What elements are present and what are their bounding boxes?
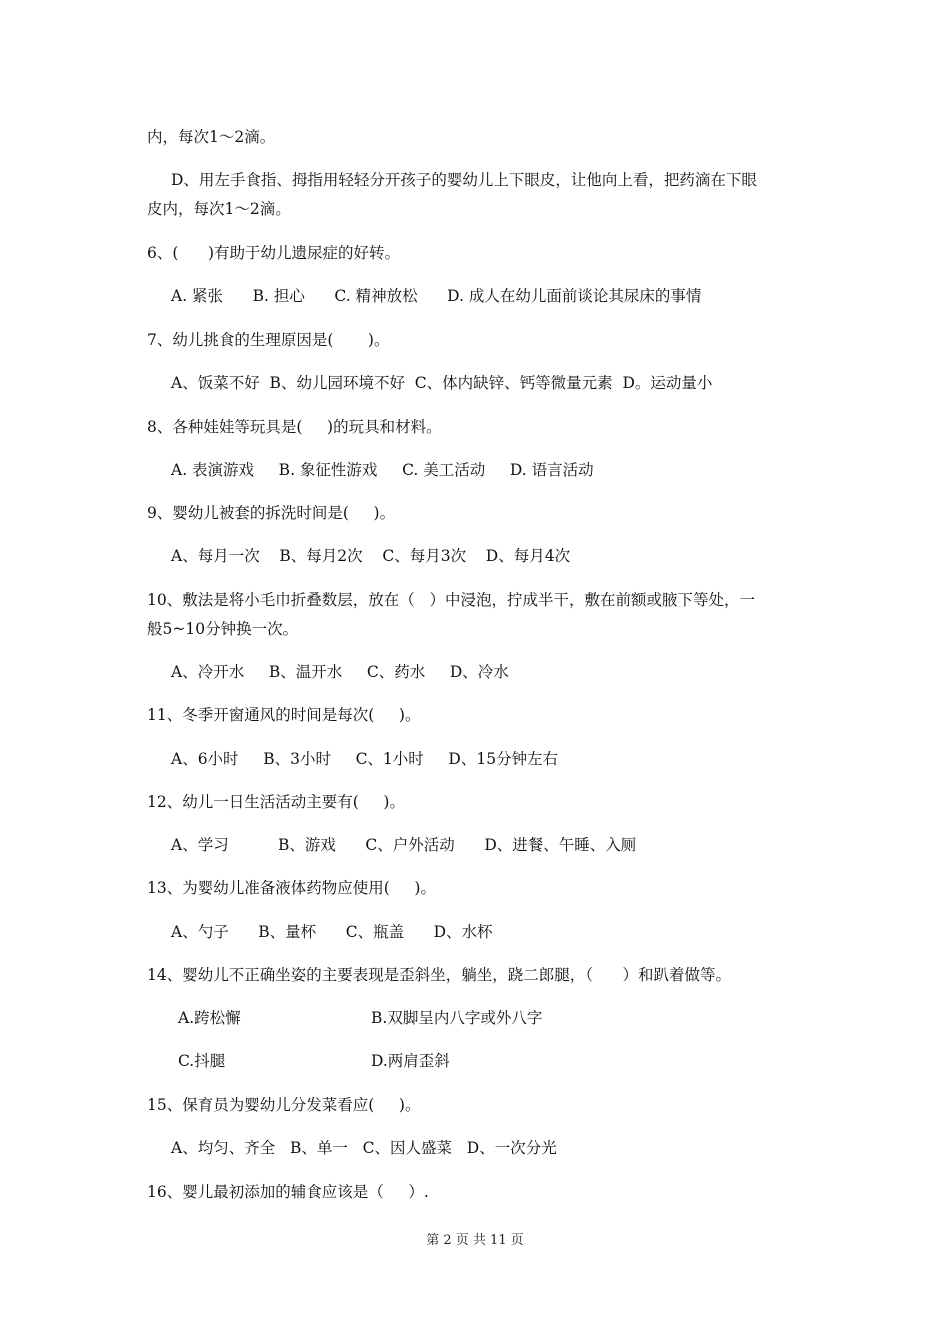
text-line: 内，每次1～2滴。 [147,128,276,146]
question-6: 6、( )有助于幼儿遗尿症的好转。 [147,244,401,262]
question-9: 9、婴幼儿被套的拆洗时间是( )。 [147,504,396,522]
question-16: 16、婴儿最初添加的辅食应该是（ ）. [147,1183,429,1201]
options-9: A、每月一次 B、每月2次 C、每月3次 D、每月4次 [171,547,571,565]
options-13: A、勺子 B、量杯 C、瓶盖 D、水杯 [171,923,493,941]
options-12: A、学习 B、游戏 C、户外活动 D、进餐、午睡、入厕 [171,836,637,854]
question-12: 12、幼儿一日生活活动主要有( )。 [147,793,405,811]
options-11: A、6小时 B、3小时 C、1小时 D、15分钟左右 [171,750,559,768]
text-line: 皮内，每次1～2滴。 [147,200,291,218]
question-13: 13、为婴幼儿准备液体药物应使用( )。 [147,879,436,897]
question-10: 10、敷法是将小毛巾折叠数层，放在（ ）中浸泡，拧成半干，敷在前额或腋下等处，一 [147,591,756,609]
option-14-d: D.两肩歪斜 [371,1052,450,1070]
option-14-b: B.双脚呈内八字或外八字 [371,1009,543,1027]
option-14-a: A.跨松懈 [178,1009,241,1027]
question-15: 15、保育员为婴幼儿分发菜看应( )。 [147,1096,421,1114]
question-10-cont: 般5~10分钟换一次。 [147,620,299,638]
option-14-c: C.抖腿 [178,1052,226,1070]
page-number: 第 2 页 共 11 页 [426,1233,524,1248]
options-6: A. 紧张 B. 担心 C. 精神放松 D. 成人在幼儿面前谈论其尿床的事情 [171,287,702,305]
question-8: 8、各种娃娃等玩具是( )的玩具和材料。 [147,418,442,436]
options-8: A. 表演游戏 B. 象征性游戏 C. 美工活动 D. 语言活动 [171,461,594,479]
question-11: 11、冬季开窗通风的时间是每次( )。 [147,706,421,724]
options-15: A、均匀、齐全 B、单一 C、因人盛菜 D、一次分光 [171,1139,557,1157]
question-14: 14、婴幼儿不正确坐姿的主要表现是歪斜坐，躺坐，跷二郎腿，（ ）和趴着做等。 [147,966,732,984]
options-10: A、冷开水 B、温开水 C、药水 D、冷水 [171,663,509,681]
text-line: D、用左手食指、拇指用轻轻分开孩子的婴幼儿上下眼皮，让他向上看，把药滴在下眼 [171,171,757,189]
options-7: A、饭菜不好 B、幼儿园环境不好 C、体内缺锌、钙等微量元素 D。运动量小 [171,374,713,392]
question-7: 7、幼儿挑食的生理原因是( )。 [147,331,390,349]
